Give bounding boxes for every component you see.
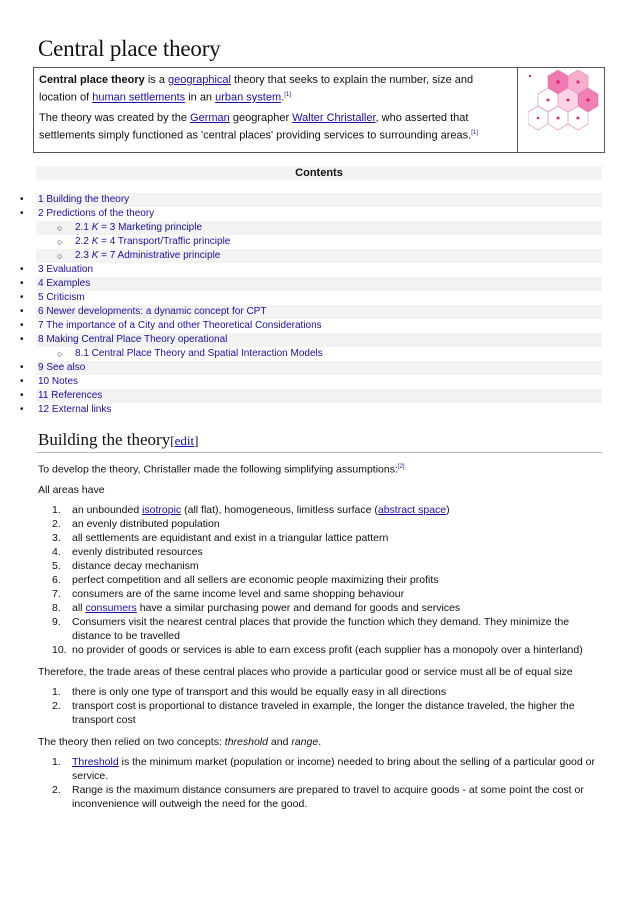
text: To develop the theory, Christaller made the following simplifying assumptions: (38, 463, 398, 476)
toc-row (0, 291, 638, 305)
list-number: 2. (52, 783, 61, 796)
toc-band (36, 277, 602, 291)
toc-link[interactable] (38, 291, 85, 305)
toc-row (0, 277, 638, 291)
bullet-icon: • (20, 320, 24, 331)
text: , who asserted that settlements simply functioned as 'central places' providing services to surrounding areas. (39, 111, 472, 142)
list-item (38, 685, 598, 699)
list-item-text: an evenly distributed population (72, 517, 220, 530)
toc-link[interactable] (75, 249, 220, 263)
toc-band (36, 389, 602, 403)
bullet-icon: • (20, 208, 24, 219)
toc-k-variable: K (91, 222, 99, 233)
list-item-text: distance decay mechanism (72, 559, 199, 572)
text: The theory was created by the (39, 111, 191, 124)
toc-link-text: 12 External links (38, 404, 112, 415)
text: geographer (229, 111, 293, 124)
list-number: 4. (52, 545, 61, 558)
list-number: 3. (52, 531, 61, 544)
list-number: 5. (52, 559, 61, 572)
list-item-text: an unbounded isotropic (all flat), homogeneous, limitless surface (abstract space) (72, 503, 450, 516)
toc-link-text: 5 Criticism (38, 292, 85, 303)
bullet-icon: ○ (57, 349, 63, 359)
intro-box (33, 67, 605, 153)
toc-link[interactable] (38, 333, 227, 347)
list-item-text: transport cost is proportional to distance traveled in example, the longer the distance traveled, the higher the transport cost (72, 699, 575, 726)
toc-row (0, 193, 638, 207)
toc-link-text: 2 Predictions of the theory (38, 208, 155, 219)
list-item (38, 643, 598, 657)
text: in an (185, 91, 216, 104)
toc-link[interactable] (38, 319, 322, 333)
bullet-icon: ○ (57, 237, 63, 247)
list-item-text: all settlements are equidistant and exist in a triangular lattice pattern (72, 531, 389, 544)
bullet-icon: • (20, 376, 24, 387)
text: . (281, 91, 285, 104)
inline-link[interactable]: isotropic (142, 503, 182, 516)
toc-link[interactable] (38, 403, 111, 417)
bullet-icon: • (20, 390, 24, 401)
all-areas-text: All areas have (38, 483, 105, 496)
intro-paragraph-2 (39, 111, 511, 144)
list-item (38, 517, 598, 531)
toc-link[interactable] (38, 375, 78, 389)
intro-text (39, 73, 511, 148)
link-human-settlements[interactable]: human settlements (92, 91, 186, 104)
toc-k-variable: K (91, 236, 99, 247)
link-german[interactable]: German (190, 111, 230, 124)
transport-list (38, 685, 598, 727)
citation-1[interactable]: [1] (284, 92, 291, 98)
section-heading-building (38, 430, 198, 450)
inline-link[interactable]: abstract space (377, 503, 447, 516)
toc-row (0, 375, 638, 389)
toc-k-variable: K (91, 250, 99, 261)
section-title: Building the theory (38, 430, 171, 449)
list-item (38, 699, 598, 727)
concepts-list (38, 755, 598, 811)
list-item-text: evenly distributed resources (72, 545, 203, 558)
toc-link[interactable] (75, 235, 230, 249)
toc-link-text: 4 Examples (38, 278, 91, 289)
toc-row (0, 305, 638, 319)
toc-link-text: 2.1 K = 3 Marketing principle (75, 222, 203, 233)
list-item-text: Consumers visit the nearest central places that provide the function which they demand. They minimize the distance to be travelled (72, 615, 570, 642)
table-of-contents (0, 193, 638, 417)
concepts-paragraph: The theory then relied on two concepts: threshold and range. (38, 735, 322, 748)
toc-row (0, 263, 638, 277)
toc-link[interactable] (38, 389, 102, 403)
bullet-icon: • (20, 334, 24, 345)
list-item-text: no provider of goods or services is able to earn excess profit (each supplier has a monopoly over a hinterland) (72, 643, 583, 656)
assumptions-list (38, 503, 598, 657)
bullet-icon: • (20, 362, 24, 373)
bullet-icon: ○ (57, 251, 63, 261)
list-item-text: all consumers have a similar purchasing power and demand for goods and services (72, 601, 461, 614)
list-number: 6. (52, 573, 61, 586)
list-item (38, 559, 598, 573)
edit-link-wrapper: [edit] (170, 433, 199, 448)
list-item (38, 615, 598, 643)
infobox-divider (517, 68, 518, 152)
toc-link-text: 10 Notes (38, 376, 79, 387)
list-item (38, 755, 598, 783)
toc-row (0, 389, 638, 403)
list-number: 1. (52, 503, 61, 516)
inline-link[interactable]: Threshold (72, 755, 119, 768)
toc-row (0, 235, 638, 249)
list-item-text: Threshold is the minimum market (population or income) needed to bring about the selling of a particular good or service. (72, 755, 595, 782)
toc-link[interactable] (75, 221, 202, 235)
bullet-icon: • (20, 292, 24, 303)
list-item-text: consumers are of the same income level and same shopping behaviour (72, 587, 405, 600)
link-geographical[interactable]: geographical (168, 74, 231, 86)
contents-heading: Contents (36, 166, 602, 180)
toc-link-text: 8.1 Central Place Theory and Spatial Interaction Models (75, 348, 323, 359)
bullet-icon: • (20, 194, 24, 205)
inline-link[interactable]: consumers (85, 601, 137, 614)
toc-row (0, 361, 638, 375)
list-item (38, 573, 598, 587)
section-body (38, 460, 598, 819)
toc-link[interactable] (75, 347, 323, 361)
text: theory that seeks to explain the number, size and location of (39, 74, 474, 104)
toc-link[interactable] (38, 263, 93, 277)
edit-link[interactable]: edit (174, 433, 195, 448)
section-underline (36, 452, 602, 453)
therefore-paragraph: Therefore, the trade areas of these central places who provide a particular good or service must all be of equal size (38, 665, 573, 678)
toc-row (0, 249, 638, 263)
toc-link[interactable] (38, 193, 129, 207)
bullet-icon: • (20, 404, 24, 415)
text: is a (144, 74, 168, 86)
toc-row (0, 319, 638, 333)
toc-link-text: 2.2 K = 4 Transport/Traffic principle (75, 236, 231, 247)
list-item (38, 601, 598, 615)
list-number: 9. (52, 615, 61, 628)
link-walter-christaller[interactable]: Walter Christaller (292, 111, 376, 124)
toc-link-text: 7 The importance of a City and other Theoretical Considerations (38, 320, 322, 331)
bullet-icon: • (20, 264, 24, 275)
toc-link-text: 1 Building the theory (38, 194, 130, 205)
toc-band (36, 361, 602, 375)
list-item (38, 545, 598, 559)
list-number: 1. (52, 685, 61, 698)
list-number: 2. (52, 517, 61, 530)
link-urban-system[interactable]: urban system (215, 91, 282, 104)
concept-term: threshold (224, 735, 268, 748)
toc-link-text: 8 Making Central Place Theory operational (38, 334, 228, 345)
toc-link-text: 11 References (38, 390, 103, 401)
toc-link[interactable] (38, 277, 90, 291)
list-number: 1. (52, 755, 61, 768)
toc-link[interactable] (38, 361, 85, 375)
list-item-text: there is only one type of transport and this would be equally easy in all directions (72, 685, 447, 698)
concept-term: range (291, 735, 319, 748)
toc-link-text: 6 Newer developments: a dynamic concept for CPT (38, 306, 267, 317)
toc-row (0, 221, 638, 235)
list-item-text: perfect competition and all sellers are economic people maximizing their profits (72, 573, 439, 586)
toc-link-text: 2.3 K = 7 Administrative principle (75, 250, 221, 261)
toc-row (0, 207, 638, 221)
toc-link-text: 3 Evaluation (38, 264, 94, 275)
list-number: 7. (52, 587, 61, 600)
list-number: 8. (52, 601, 61, 614)
toc-row (0, 403, 638, 417)
toc-link[interactable] (38, 207, 154, 221)
toc-link-text: 9 See also (38, 362, 86, 373)
bullet-icon: ○ (57, 223, 63, 233)
intro-paragraph-1 (39, 73, 511, 106)
toc-link[interactable] (38, 305, 266, 319)
bullet-icon: • (20, 306, 24, 317)
bullet-icon: • (20, 278, 24, 289)
citation-2[interactable]: [2] (397, 464, 405, 470)
list-item (38, 503, 598, 517)
list-number: 10. (52, 643, 67, 656)
list-item-text: Range is the maximum distance consumers are prepared to travel to acquire goods - at some point the cost or inconvenience will outweigh the need for the good. (72, 783, 584, 810)
list-item (38, 587, 598, 601)
hexagon-lattice-image[interactable] (528, 70, 602, 148)
list-item (38, 783, 598, 811)
toc-row (0, 333, 638, 347)
citation-1b[interactable]: [1] (471, 129, 478, 136)
lead-paragraph (38, 460, 598, 477)
intro-bold-term: Central place theory (39, 74, 145, 86)
toc-row (0, 347, 638, 361)
list-item (38, 531, 598, 545)
page-title: Central place theory (38, 36, 221, 61)
list-number: 2. (52, 699, 61, 712)
